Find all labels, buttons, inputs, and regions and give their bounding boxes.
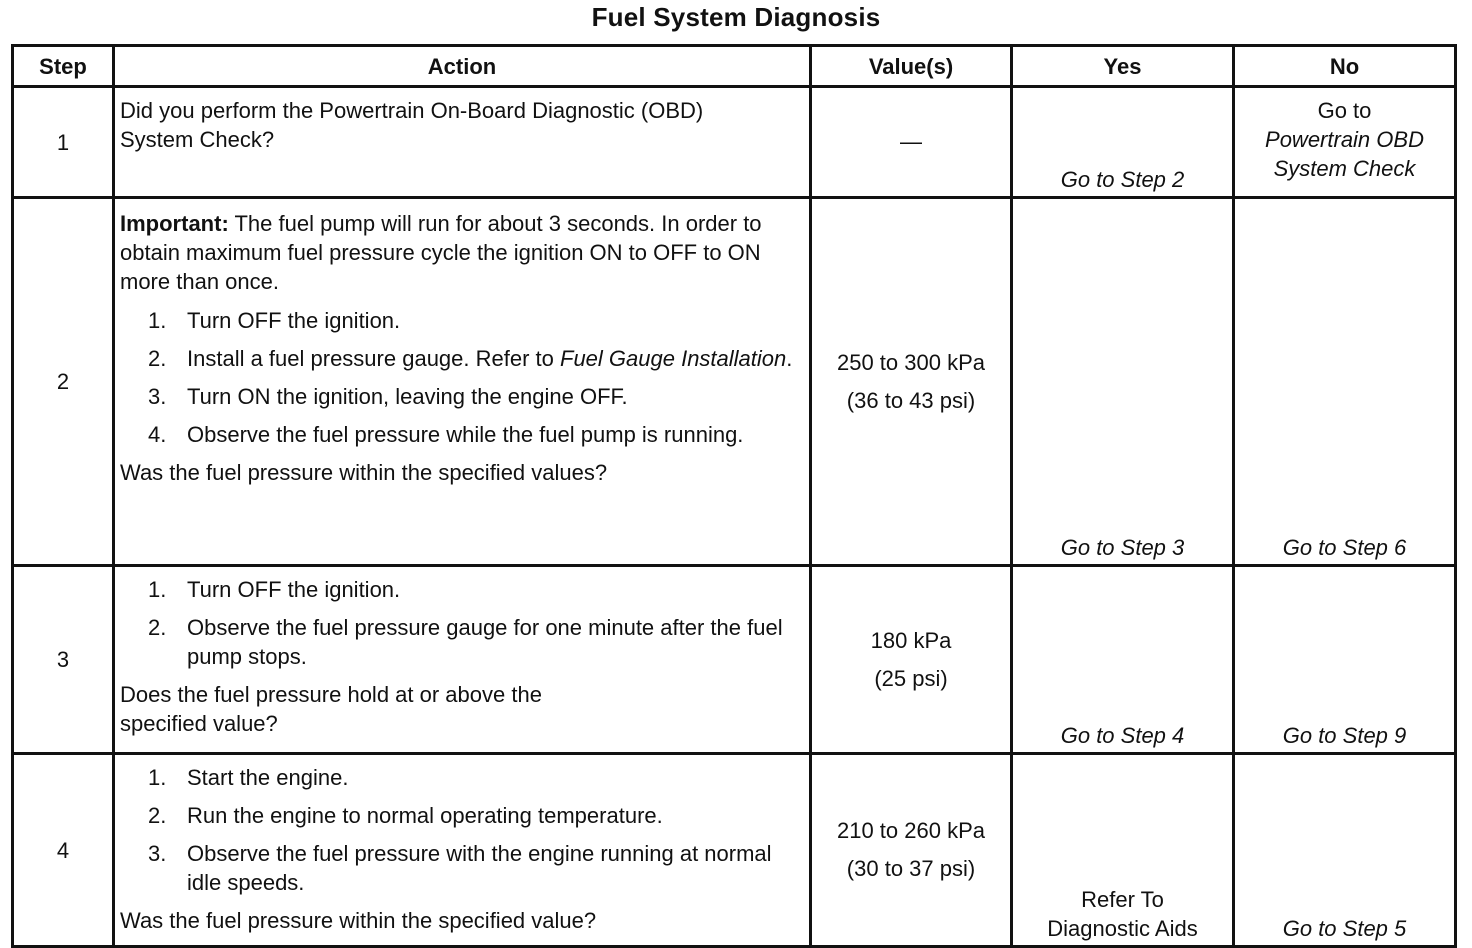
- value-cell: [811, 87, 1012, 198]
- table-row: [13, 566, 1456, 754]
- document-title: Fuel System Diagnosis: [591, 2, 881, 32]
- value-cell: [811, 198, 1012, 566]
- list-number: 2.: [148, 803, 167, 828]
- diagnosis-table: [11, 44, 1457, 948]
- step-number: 1: [13, 87, 114, 198]
- list-text: Observe the fuel pressure while the fuel pump is running.: [187, 422, 744, 447]
- step-number: 3: [13, 566, 114, 754]
- procedure-list: [120, 306, 803, 449]
- no-link[interactable]: Powertrain OBD System Check: [1265, 127, 1424, 181]
- list-number: 1.: [148, 765, 167, 790]
- list-number: 4.: [148, 422, 167, 447]
- action-cell: [114, 198, 811, 566]
- action-cell: [114, 566, 811, 754]
- action-question: Was the fuel pressure within the specified values?: [120, 460, 608, 485]
- value-line: (25 psi): [874, 665, 948, 691]
- header-values: Value(s): [811, 46, 1012, 87]
- list-text: Run the engine to normal operating temperature.: [187, 803, 663, 828]
- value-line: 210 to 260 kPa: [836, 818, 985, 843]
- action-question: Was the fuel pressure within the specified value?: [120, 908, 597, 933]
- list-number: 1.: [148, 577, 167, 602]
- procedure-list: [120, 763, 803, 897]
- value-cell: [811, 754, 1012, 947]
- list-number: 2.: [148, 346, 167, 371]
- list-item: [120, 839, 803, 897]
- important-note: [120, 205, 803, 296]
- list-item: [120, 382, 803, 411]
- value-line: 250 to 300 kPa: [836, 349, 985, 375]
- list-text: Start the engine.: [187, 765, 349, 790]
- list-item: [120, 420, 803, 449]
- action-cell: [114, 87, 811, 198]
- reference-link[interactable]: Fuel Gauge Installation: [560, 346, 787, 371]
- list-item: [120, 575, 803, 604]
- list-number: 3.: [148, 841, 167, 866]
- step-number: 4: [13, 754, 114, 947]
- list-item: [120, 763, 803, 792]
- list-text: Turn ON the ignition, leaving the engine OFF.: [187, 384, 628, 409]
- header-no: No: [1234, 46, 1456, 87]
- yes-cell[interactable]: Go to Step 3: [1012, 198, 1234, 566]
- list-item: [120, 306, 803, 335]
- action-text: Did you perform the Powertrain On-Board Diagnostic (OBD) System Check?: [120, 98, 704, 152]
- no-cell[interactable]: Go to Step 9: [1234, 566, 1456, 754]
- value-line: 180 kPa: [870, 627, 952, 653]
- list-item: [120, 344, 803, 373]
- no-cell[interactable]: Go to Step 6: [1234, 198, 1456, 566]
- yes-cell[interactable]: Go to Step 4: [1012, 566, 1234, 754]
- header-yes: Yes: [1012, 46, 1234, 87]
- list-text: Turn OFF the ignition.: [187, 308, 401, 333]
- important-text: The fuel pump will run for about 3 seconds. In order to obtain maximum fuel pressure cycle the ignition ON to OFF to ON more than once.: [120, 211, 762, 294]
- list-text: Install a fuel pressure gauge. Refer to: [187, 346, 560, 371]
- procedure-list: [120, 575, 803, 671]
- table-row: [13, 87, 1456, 198]
- step-number: 2: [13, 198, 114, 566]
- list-text-after: .: [786, 346, 793, 371]
- table-row: [13, 198, 1456, 566]
- list-item: [120, 613, 803, 671]
- table-row: [13, 754, 1456, 947]
- list-text: Observe the fuel pressure with the engine running at normal idle speeds.: [187, 841, 772, 895]
- header-action: Action: [114, 46, 811, 87]
- no-prefix: Go to: [1317, 98, 1372, 123]
- action-cell: [114, 754, 811, 947]
- yes-cell[interactable]: Refer To Diagnostic Aids: [1012, 754, 1234, 947]
- list-number: 3.: [148, 384, 167, 409]
- value-line: —: [900, 129, 922, 154]
- header-step: Step: [13, 46, 114, 87]
- list-text: Observe the fuel pressure gauge for one minute after the fuel pump stops.: [187, 615, 783, 669]
- important-label: Important:: [120, 211, 229, 236]
- no-cell[interactable]: [1234, 87, 1456, 198]
- list-text: Turn OFF the ignition.: [187, 577, 401, 602]
- header-row: [13, 46, 1456, 87]
- value-line: (36 to 43 psi): [846, 387, 976, 413]
- list-item: [120, 801, 803, 830]
- value-cell: [811, 566, 1012, 754]
- yes-cell[interactable]: Go to Step 2: [1012, 87, 1234, 198]
- action-question: Does the fuel pressure hold at or above the specified value?: [120, 682, 542, 736]
- no-cell[interactable]: Go to Step 5: [1234, 754, 1456, 947]
- list-number: 2.: [148, 615, 167, 640]
- value-line: (30 to 37 psi): [846, 856, 976, 881]
- list-number: 1.: [148, 308, 167, 333]
